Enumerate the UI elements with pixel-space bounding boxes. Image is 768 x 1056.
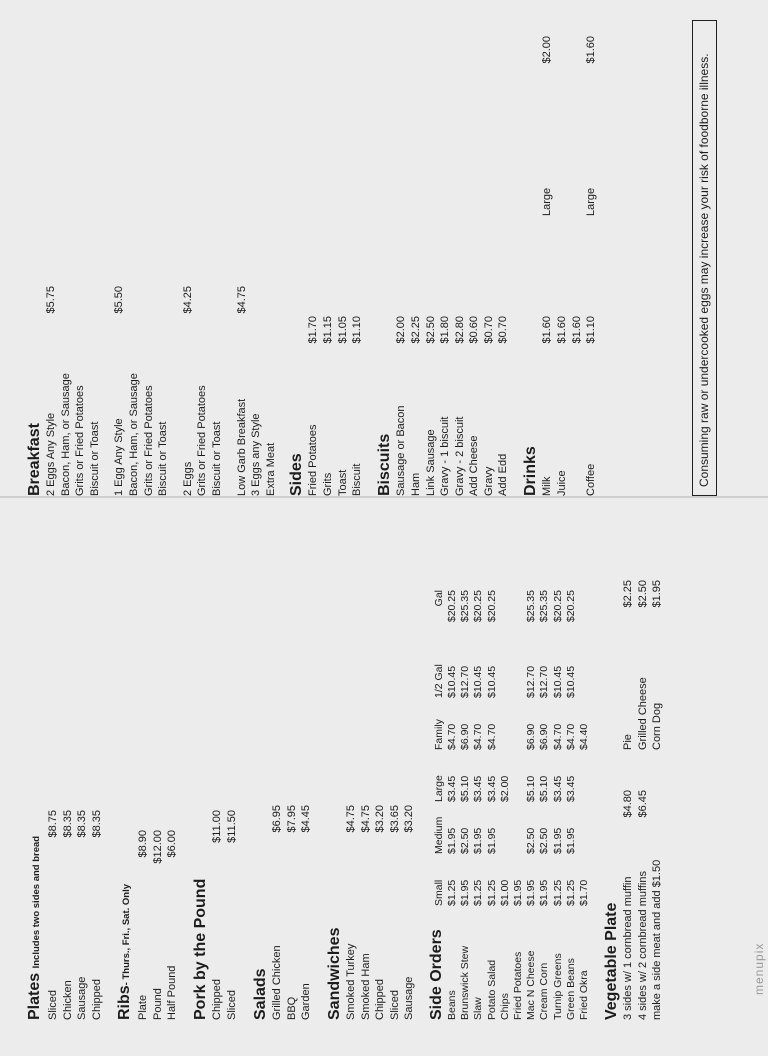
item-name: Sliced [47,990,59,1020]
side-order-price: $1.95 [564,827,577,854]
item-name: Chipped [211,979,223,1020]
side-order-price: $1.95 [485,827,498,854]
side-order-row [446,586,459,1020]
side-order-row [565,586,578,1020]
side-order-price: $20.25 [564,590,577,623]
breakfast-line: 2 Eggs [181,461,194,496]
menu-item [453,26,468,496]
breakfast-price: $4.75 [235,286,248,314]
side-order-price: $4.70 [472,723,485,750]
biscuits-section [376,26,512,496]
side-order-price: $12.70 [525,665,538,698]
item-price: $7.95 [285,805,298,833]
item-price: $1.80 [439,316,452,344]
breakfast-price: $4.25 [181,286,194,314]
item-name: Link Sausage [424,429,437,496]
side-order-price: $3.45 [485,775,498,802]
extra-name: Pie [622,734,635,750]
menu-item [61,520,76,1020]
item-price: $2.00 [395,316,408,344]
item-name: BBQ [285,996,298,1020]
item-price: $1.05 [336,316,349,344]
left-panel [0,500,768,1020]
item-name: Chipped [90,979,103,1020]
breakfast-group [181,26,225,496]
side-order-row [499,586,512,1020]
side-order-price: $10.45 [485,665,498,698]
item-name: Chipped [374,979,387,1020]
side-order-price [499,586,512,642]
item-price: $1.10 [351,316,364,344]
item-price: $4.75 [345,805,357,833]
side-order-row [552,586,565,1020]
side-orders-title: Side Orders [428,929,445,1020]
breakfast-title: Breakfast [26,423,43,496]
item-name: Garden [300,983,313,1020]
menu-item [409,26,424,496]
item-price: $0.70 [497,316,510,344]
side-order-price [578,642,591,698]
breakfast-line: Grits or Fried Potatoes [142,385,155,496]
side-order-row [486,586,499,1020]
drink-row [555,26,570,496]
drinks-title: Drinks [522,446,540,496]
drink-name: Juice [555,470,568,496]
side-orders-table [428,586,591,1020]
extra-name: Grilled Cheese [636,677,649,750]
side-order-row [459,586,472,1020]
breakfast-group [44,26,102,496]
item-name: Gravy - 1 biscuit [439,416,452,496]
drink-row [570,26,585,496]
breakfast-line: Biscuit or Toast [157,421,170,496]
breakfast-line: 3 Eggs any Style [250,413,263,496]
veg-line-text: make a side meat and add $1.50 [651,859,664,1020]
drink-row [540,26,555,496]
side-order-price: $1.25 [446,879,458,906]
breakfast-line: Biscuit or Toast [88,421,101,496]
breakfast-line: Biscuit or Toast [210,421,223,496]
plates-note: Includes two sides and bread [31,835,42,969]
drink-large-label: Large [585,187,598,216]
item-price: $11.00 [211,810,223,843]
drinks-section [522,26,600,496]
side-order-price: $4.70 [485,723,498,750]
item-price: $12.00 [151,830,164,864]
drink-price: $1.60 [541,316,554,344]
side-order-row [472,586,485,1020]
side-order-price: $1.95 [512,879,525,906]
item-name: Biscuit [351,463,364,496]
side-order-price: $10.45 [551,665,564,698]
item-price: $1.70 [307,316,320,344]
item-price: $6.95 [271,805,283,833]
menu-item [350,26,365,496]
side-order-price: $25.35 [538,590,551,623]
right-panel [0,0,768,496]
item-price: $8.35 [90,810,103,838]
side-order-name: Turnip Greens [551,953,564,1020]
item-price: $3.65 [388,805,401,833]
menu-item [438,26,453,496]
side-order-price: $5.10 [538,775,551,802]
item-price: $4.75 [359,805,372,833]
item-name: Sliced [388,990,401,1020]
breakfast-line: Grits or Fried Potatoes [196,385,209,496]
extra-price: $2.25 [622,580,635,608]
veg-line [621,520,636,1020]
menu-item [359,520,374,1020]
breakfast-line: Bacon, Ham, or Sausage [59,373,72,496]
pork-title: Pork by the Pound [192,878,209,1020]
side-order-name: Chips [498,993,511,1020]
drink-price: $1.10 [585,316,598,344]
veg-line [650,520,665,1020]
side-order-price [512,750,525,802]
side-order-price: $3.45 [564,775,577,802]
item-name: Add Cheese [468,435,481,496]
salads-title: Salads [252,968,269,1020]
breakfast-section [26,26,278,496]
item-price: $2.50 [424,316,437,344]
side-order-price: $12.70 [538,665,551,698]
menu-item [165,520,180,1020]
ribs-note: - Thurs., Fri., Sat. Only [121,883,132,986]
side-order-row [525,586,538,1020]
col-half-gal: 1/2 Gal [432,664,445,698]
side-order-price: $12.70 [459,665,472,698]
side-order-price: $1.25 [551,879,564,906]
side-order-price: $1.95 [459,879,472,906]
breakfast-line: Bacon, Ham, or Sausage [127,373,140,496]
side-order-price: $4.70 [551,723,564,750]
side-order-price: $10.45 [564,665,577,698]
extra-price: $1.95 [651,580,664,608]
menu-item [270,520,285,1020]
breakfast-group [112,26,170,496]
drink-price: $1.60 [570,316,583,344]
veg-line-price: $6.45 [636,790,649,818]
side-order-price [578,802,591,854]
drink-large-price: $2.00 [541,36,554,64]
drink-name: Milk [541,476,554,496]
menu-item [373,520,388,1020]
veg-line [636,520,651,1020]
item-name: Add Edd [497,453,510,496]
side-order-name: Cream Corn [538,962,551,1020]
side-order-price: $10.45 [446,665,458,698]
side-order-price: $1.25 [472,879,485,906]
item-price: $11.50 [225,810,238,843]
menu-item [482,26,497,496]
side-order-price: $20.25 [472,590,485,623]
item-name: Smoked Turkey [345,943,357,1020]
item-price: $3.20 [403,805,416,833]
col-small: Small [432,879,445,906]
side-order-price: $20.25 [551,590,564,623]
breakfast-group [235,26,279,496]
item-price: $8.90 [137,830,149,858]
item-price: $8.35 [61,810,74,838]
side-order-price [512,586,525,642]
side-order-price: $10.45 [472,665,485,698]
side-order-row [538,586,551,1020]
side-order-price [578,586,591,642]
item-name: Sausage [76,976,89,1020]
menu-item [496,26,511,496]
breakfast-line: Low Garb Breakfast [235,398,248,496]
item-price: $4.45 [300,805,313,833]
sides-title: Sides [288,453,306,496]
item-name: Pound [151,988,164,1020]
ribs-section [116,520,182,1020]
menu-item [306,26,321,496]
sandwiches-title: Sandwiches [326,927,343,1020]
breakfast-price: $5.75 [45,286,57,314]
veg-line-price: $4.80 [622,790,635,818]
item-price: $1.15 [321,316,334,344]
item-price: $2.80 [453,316,466,344]
side-order-price: $1.95 [472,827,485,854]
side-order-name: Slaw [472,997,485,1020]
side-order-price [578,750,591,802]
vegetable-plate-title: Vegetable Plate [603,902,621,1020]
side-order-name: Potato Salad [485,959,498,1020]
side-order-price: $1.25 [485,879,498,906]
veg-line-text: 4 sides w/ 2 cornbread muffins [636,871,649,1020]
side-order-price: $1.95 [446,827,458,854]
item-name: Fried Potatoes [307,424,320,496]
col-medium: Medium [432,816,445,854]
side-order-price: $2.50 [459,827,472,854]
side-order-price: $4.70 [446,723,458,750]
breakfast-line: Extra Meat [264,442,277,496]
menu-item [225,520,240,1020]
side-order-name: Mac N Cheese [525,950,538,1020]
side-order-price: $5.10 [525,775,538,802]
drink-row [584,26,599,496]
left-column [26,520,677,1020]
side-order-price: $1.95 [525,879,538,906]
side-order-name: Fried Okra [578,970,591,1020]
side-order-price: $1.95 [538,879,551,906]
menu-item [210,520,225,1020]
item-price: $0.60 [468,316,481,344]
side-order-price: $3.45 [446,775,458,802]
item-price: $0.70 [482,316,495,344]
side-order-price: $1.70 [578,879,591,906]
side-order-name: Brunswick Stew [459,945,472,1020]
menu-item [46,520,61,1020]
item-name: Toast [336,469,349,496]
pork-section [192,520,242,1020]
side-order-name: Fried Potatoes [512,951,525,1020]
side-order-price: $1.95 [551,827,564,854]
side-order-price: $4.70 [564,723,577,750]
breakfast-price: $5.50 [113,286,126,314]
menu-item [285,520,300,1020]
menu-item [467,26,482,496]
side-order-price: $6.90 [538,723,551,750]
extra-name: Corn Dog [651,702,664,750]
menu-item [424,26,439,496]
side-order-price: $3.45 [472,775,485,802]
vegetable-plate-section [603,520,667,1020]
side-order-price: $2.00 [498,775,511,802]
watermark: menupix [752,942,766,995]
item-name: Half Pound [166,965,179,1020]
item-name: Ham [409,472,422,496]
drink-price: $1.60 [555,316,568,344]
item-name: Grits [321,472,334,496]
menu-item [402,520,417,1020]
breakfast-line: Grits or Fried Potatoes [74,385,87,496]
item-name: Gravy [482,466,495,496]
side-order-price [512,642,525,698]
menu-item [394,26,409,496]
side-order-price: $2.50 [525,827,538,854]
item-price: $8.75 [47,810,59,838]
side-order-price: $5.10 [459,775,472,802]
menu-item [136,520,151,1020]
side-order-row [512,586,525,1020]
menu-item [299,520,314,1020]
side-order-price: $6.90 [459,723,472,750]
side-order-price [499,698,512,750]
drink-large-price: $1.60 [585,36,598,64]
col-large: Large [432,775,445,802]
item-price: $2.25 [409,316,422,344]
veg-line-text: 3 sides w/ 1 cornbread muffin [622,876,635,1020]
plates-section [26,520,106,1020]
item-name: Grilled Chicken [271,945,283,1020]
drink-large-label: Large [541,187,554,216]
drink-name: Coffee [585,463,598,496]
side-order-name: Beans [446,990,458,1020]
right-column [26,26,711,496]
item-price: $3.20 [374,805,387,833]
ribs-title: Ribs [116,985,133,1020]
item-price: $6.00 [166,830,179,858]
col-gal: Gal [432,590,445,607]
side-order-price [512,802,525,854]
side-order-price: $4.40 [578,723,591,750]
item-name: Sausage or Bacon [395,405,408,496]
salads-section [252,520,316,1020]
menu-item [336,26,351,496]
side-order-price [512,698,525,750]
side-order-price: $6.90 [525,723,538,750]
side-order-price: $20.25 [485,590,498,623]
menu-item [388,520,403,1020]
side-order-row [578,586,591,1020]
biscuits-title: Biscuits [376,433,394,496]
side-order-price: $1.00 [498,879,511,906]
side-order-name: Green Beans [564,958,577,1020]
plates-title: Plates [26,972,43,1020]
side-order-price: $2.50 [538,827,551,854]
side-orders-section [428,520,591,1020]
side-order-price [499,802,512,854]
side-order-price: $1.25 [564,879,577,906]
side-order-price: $3.45 [551,775,564,802]
side-order-price: $25.35 [459,590,472,623]
item-name: Plate [137,994,149,1020]
menu-item [151,520,166,1020]
item-name: Gravy - 2 biscuit [453,416,466,496]
item-name: Chicken [61,980,74,1020]
side-order-price [499,642,512,698]
extra-price: $2.50 [636,580,649,608]
menu-item [90,520,105,1020]
item-name: Sliced [225,990,238,1020]
menu-item [321,26,336,496]
side-order-price: $20.25 [446,590,458,623]
menu-item [75,520,90,1020]
item-name: Sausage [403,976,416,1020]
side-order-price: $25.35 [525,590,538,623]
raw-eggs-notice: Consuming raw or undercooked eggs may increase your risk of foodborne illness. [692,20,717,496]
item-price: $8.35 [76,810,89,838]
menu-item [344,520,359,1020]
breakfast-line: 2 Eggs Any Style [45,412,57,496]
breakfast-line: 1 Egg Any Style [113,418,126,496]
sides-section [288,26,366,496]
col-family: Family [432,719,445,750]
item-name: Smoked Ham [359,953,372,1020]
sandwiches-section [326,520,418,1020]
